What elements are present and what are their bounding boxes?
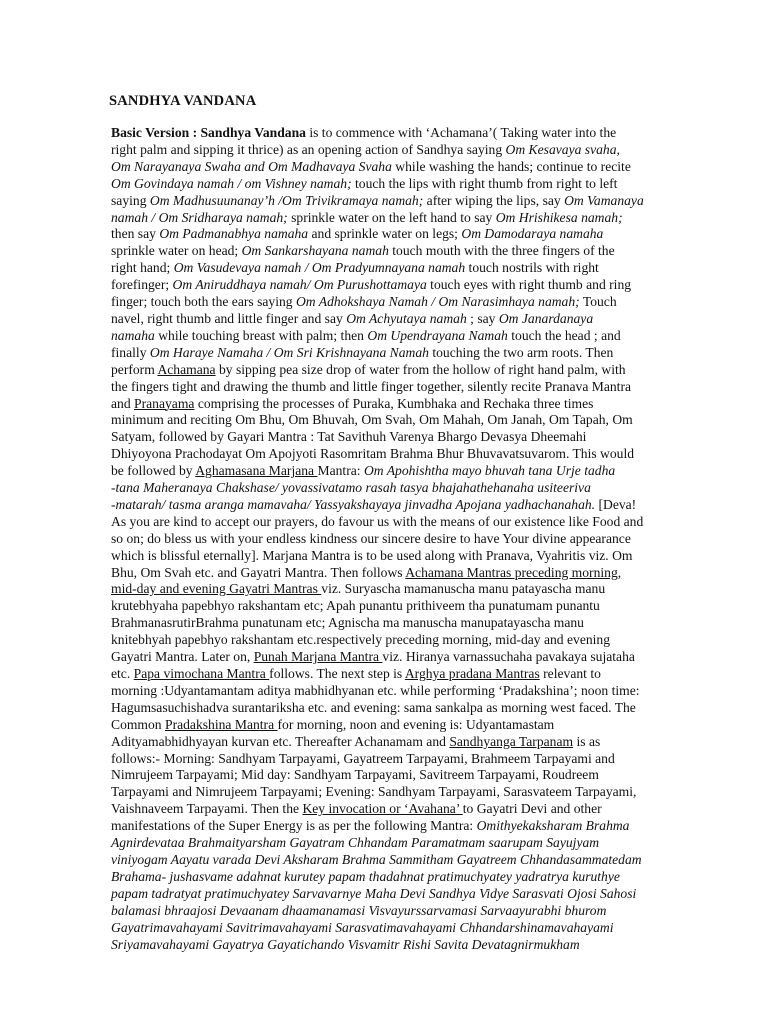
text-line xyxy=(111,176,657,193)
text-run: [Deva! xyxy=(595,496,637,512)
text-run: then say xyxy=(111,226,160,242)
italic-mantra: Gayatrimavahayami Savitrimavahayami Sarasvatimavahayami Chhandarshinamavahayami xyxy=(111,919,614,935)
text-run: while touching breast with palm; then xyxy=(154,327,368,343)
underlined-term: Papa vimochana Mantra xyxy=(133,666,270,681)
text-run: Hagumsasuchishadva surantariksha etc. and evening: sama sankalpa as morning west faced. The xyxy=(111,699,636,715)
italic-mantra: Om Sankarshayana namah xyxy=(241,243,389,259)
text-line xyxy=(111,937,657,954)
text-line xyxy=(111,226,657,243)
text-run: to Gayatri Devi and other xyxy=(462,801,602,817)
text-line xyxy=(111,632,657,649)
text-line xyxy=(111,362,657,379)
italic-mantra: balamasi bhraajosi Devaanam dhaamanamasi Visvayurssarvamasi Sarvaayurabhi bhurom xyxy=(111,902,607,918)
text-run: right hand; xyxy=(111,260,174,276)
text-line xyxy=(111,666,657,683)
italic-mantra: Om Achyutaya namah xyxy=(346,310,467,326)
text-line xyxy=(111,429,657,446)
text-run: navel, right thumb and little finger and say xyxy=(111,310,347,326)
text-line xyxy=(111,734,657,751)
text-run: touch the lips with right thumb from right to left xyxy=(351,175,618,191)
italic-mantra: -matarah/ tasma aranga mamavaha/ Yassyakshayaya jinvadha Apojana yadhachanahah. xyxy=(111,496,596,512)
text-run: touch mouth with the three fingers of the xyxy=(388,243,615,259)
italic-mantra: Om Janardanaya xyxy=(498,310,594,326)
text-line xyxy=(111,514,657,531)
document-title: SANDHYA VANDANA xyxy=(109,93,257,109)
italic-mantra: Om Vamanaya xyxy=(564,192,644,208)
underlined-term: Key invocation or ‘Avahana’ xyxy=(302,801,463,817)
text-line xyxy=(111,548,657,565)
text-run: right palm and sipping it thrice) as an opening action of Sandhya saying xyxy=(111,141,506,157)
text-line xyxy=(111,379,657,396)
underlined-term: mid-day and evening Gayatri Mantras xyxy=(111,581,322,597)
text-line xyxy=(111,210,657,227)
italic-mantra: Om Padmanabhya namaha xyxy=(159,226,309,242)
italic-mantra: Om Govindaya namah / om Vishney namah; xyxy=(111,175,352,191)
italic-mantra: Brahama- jushasvame adahnat kurutey papam thadahnat pratimuchyatey yadratrya kuruthye xyxy=(111,868,620,884)
text-run: relevant to xyxy=(539,666,601,681)
text-line xyxy=(111,717,657,734)
text-run: Common xyxy=(111,716,166,732)
text-run: touching the two arm roots. Then xyxy=(428,344,614,360)
text-line xyxy=(111,767,657,784)
text-run: finally xyxy=(111,344,150,360)
text-run: Tarpayami and Nimrujeem Tarpayami; Evening: Sandhyam Tarpayami, Sarasvateem Tarpayami, xyxy=(111,784,637,800)
text-line xyxy=(111,598,657,615)
underlined-term: Sandhyanga Tarpanam xyxy=(449,733,574,749)
text-run: sprinkle water on head; xyxy=(111,243,242,259)
text-line xyxy=(111,260,657,277)
italic-mantra: Om Madhusuunanay’h /Om Trivikramaya namah; xyxy=(149,192,424,208)
text-line xyxy=(111,531,657,548)
text-line xyxy=(111,649,657,666)
text-line xyxy=(111,852,657,869)
text-run: Adityamabhidhyayan kurvan etc. Thereafter Achanamam and xyxy=(111,733,450,749)
text-line xyxy=(111,243,657,260)
italic-mantra: Om Aniruddhaya namah/ Om Purushottamaya xyxy=(172,277,427,293)
text-run: and sprinkle water on legs; xyxy=(308,226,462,242)
italic-mantra: Om Damodaraya namaha xyxy=(461,226,604,242)
underlined-term: Achamana Mantras preceding morning, xyxy=(405,564,622,580)
text-run: Nimrujeem Tarpayami; Mid day: Sandhyam Tarpayami, Savitreem Tarpayami, Roudreem xyxy=(111,767,599,783)
text-line xyxy=(111,294,657,311)
italic-mantra: Om Apohishtha mayo bhuvah tana Urje tadha xyxy=(363,463,616,479)
text-run: Gayatri Mantra. Later on, xyxy=(111,649,254,665)
italic-mantra: Om Hrishikesa namah; xyxy=(495,209,623,225)
text-run: saying xyxy=(111,192,150,208)
text-run: so on; do bless us with your endless kindness our sincere desire to have Your divine appearance xyxy=(111,530,631,546)
text-line xyxy=(111,193,657,210)
text-line xyxy=(111,277,657,294)
text-line xyxy=(111,920,657,937)
text-run: perform xyxy=(111,361,158,377)
italic-mantra: Om Upendrayana Namah xyxy=(367,327,508,343)
text-run: ; say xyxy=(466,310,499,326)
text-run: follows. The next step is xyxy=(269,666,405,681)
text-line xyxy=(111,125,657,142)
text-run: follows:- Morning: Sandhyam Tarpayami, Gayatreem Tarpayami, Brahmeem Tarpayami and xyxy=(111,750,615,766)
text-run: Vaishnaveem Tarpayami. Then the xyxy=(111,801,303,817)
italic-mantra: namah / Om Sridharaya namah; xyxy=(111,209,288,225)
italic-mantra: viniyogam Aayatu varada Devi Aksharam Brahma Sammitham Gayatreem Chhandasammatedam xyxy=(111,851,642,867)
italic-mantra: Om Adhokshaya Namah / Om Narasimhaya namah; xyxy=(295,294,580,310)
italic-mantra: namaha xyxy=(111,327,155,343)
text-line xyxy=(111,396,657,413)
text-line xyxy=(111,142,657,159)
document-body xyxy=(111,125,657,953)
text-line xyxy=(111,835,657,852)
text-run: finger; touch both the ears saying xyxy=(111,294,296,310)
text-line xyxy=(111,581,657,598)
text-run: manifestations of the Super Energy is as per the following Mantra: xyxy=(111,818,477,834)
text-run: be followed by xyxy=(111,463,196,479)
text-run: viz. Suryascha mamanuscha manu patayascha manu xyxy=(321,581,606,597)
text-line xyxy=(111,869,657,886)
text-run: for morning, noon and evening is: Udyantamastam xyxy=(277,716,555,732)
text-line xyxy=(111,700,657,717)
text-line xyxy=(111,903,657,920)
text-run: the fingers tight and drawing the thumb and little finger together, silently recite Pranava Mantra xyxy=(111,378,632,394)
text-run: Bhu, Om Svah etc. and Gayatri Mantra. Then follows xyxy=(111,564,406,580)
underlined-term: Pranayama xyxy=(134,395,195,411)
text-line xyxy=(111,412,657,429)
italic-mantra: Omithyekaksharam Brahma xyxy=(476,818,630,834)
text-run: while washing the hands; continue to recite xyxy=(391,158,631,174)
text-line xyxy=(111,328,657,345)
italic-mantra: Sriyamavahayami Gayatrya Gayatichando Visvamitr Rishi Savita Devatagnirmukham xyxy=(111,936,580,952)
text-run: touch nostrils with right xyxy=(465,260,599,276)
underlined-term: Aghamasana Marjana xyxy=(195,463,318,479)
text-run: morning :Udyantamantam aditya mabhidhyanan etc. while performing ‘Pradakshina’; noon time: xyxy=(111,682,640,698)
text-line xyxy=(111,463,657,480)
text-line xyxy=(111,345,657,362)
text-line xyxy=(111,311,657,328)
italic-mantra: papam tadratyat pratimuchyatey Sarvavarnye Maha Devi Sandhya Vidye Sarasvati Ojosi Sahosi xyxy=(111,885,637,901)
text-run: forefinger; xyxy=(111,277,173,293)
text-run: is as xyxy=(573,733,601,749)
text-run: Satyam, followed by Gayari Mantra : Tat Savithuh Varenya Bhargo Devasya Dheemahi xyxy=(111,429,587,445)
underlined-term: Punah Marjana Mantra xyxy=(253,649,383,665)
text-run: touch eyes with right thumb and ring xyxy=(426,277,632,293)
italic-mantra: -tana Maheranaya Chakshase/ yovassivatamo rasah tasya bhajahathehanaha usiteeriva xyxy=(111,480,591,496)
text-line xyxy=(111,446,657,463)
text-line xyxy=(111,886,657,903)
italic-mantra: Om Narayanaya Swaha and Om Madhavaya Svaha xyxy=(111,158,392,174)
text-run: minimum and reciting Om Bhu, Om Bhuvah, Om Svah, Om Mahah, Om Janah, Om Tapah, Om xyxy=(111,412,633,428)
text-line xyxy=(111,565,657,582)
italic-mantra: Om Kesavaya svaha, xyxy=(505,141,620,157)
text-line xyxy=(111,784,657,801)
italic-mantra: Om Vasudevaya namah / Om Pradyumnayana namah xyxy=(173,260,466,276)
text-run: and xyxy=(111,395,135,411)
underlined-term: Arghya pradana Mantras xyxy=(404,666,540,681)
text-run: which is blissful eternally]. Marjana Mantra is to be used along with Pranava, Vyahritis viz. Om xyxy=(111,547,633,563)
text-line xyxy=(111,615,657,632)
italic-mantra: Agnirdevataa Brahmaityarsham Gayatram Chhandam Paramatmam saarupam Sayujyam xyxy=(111,835,600,851)
text-line xyxy=(111,801,657,818)
underlined-term: Achamana xyxy=(157,361,216,377)
text-line xyxy=(111,497,657,514)
text-run: touch the head ; and xyxy=(507,327,621,343)
text-run: krutebhyaha papebhyo rakshantam etc; Apah punantu prithiveem tha punatumam punantu xyxy=(111,598,600,614)
text-line xyxy=(111,480,657,497)
text-run: comprising the processes of Puraka, Kumbhaka and Rechaka three times xyxy=(194,395,594,411)
underlined-term: Pradakshina Mantra xyxy=(165,716,278,732)
text-run: BrahmanasrutirBrahma punatunam etc; Agnischa ma manuscha manupatayascha manu xyxy=(111,615,584,631)
text-run: viz. Hiranya varnassuchaha pavakaya sujataha xyxy=(382,649,635,665)
text-line xyxy=(111,751,657,768)
text-run: Dhiyoyona Prachodayat Om Apojyoti Rasomritam Brahma Bhur Bhuvavatsuvarom. This would xyxy=(111,446,635,462)
text-run: after wiping the lips, say xyxy=(423,192,565,208)
text-line xyxy=(111,818,657,835)
text-line xyxy=(111,159,657,176)
text-run: Mantra: xyxy=(317,463,364,479)
text-run: is to commence with ‘Achamana’( Taking water into the xyxy=(305,125,617,140)
text-run: Touch xyxy=(579,294,617,310)
text-run: As you are kind to accept our prayers, do favour us with the means of our existence like Food and xyxy=(111,513,644,529)
text-run: by sipping pea size drop of water from the hollow of right hand palm, with xyxy=(215,361,626,377)
text-run: knitebhyah papebhyo rakshantam etc.respectively preceding morning, mid-day and evening xyxy=(111,632,611,648)
text-run: etc. xyxy=(111,666,134,681)
text-line xyxy=(111,683,657,700)
italic-mantra: Om Haraye Namaha / Om Sri Krishnayana Namah xyxy=(149,344,429,360)
text-run: sprinkle water on the left hand to say xyxy=(287,209,496,225)
bold-lead: Basic Version : Sandhya Vandana xyxy=(111,125,306,140)
